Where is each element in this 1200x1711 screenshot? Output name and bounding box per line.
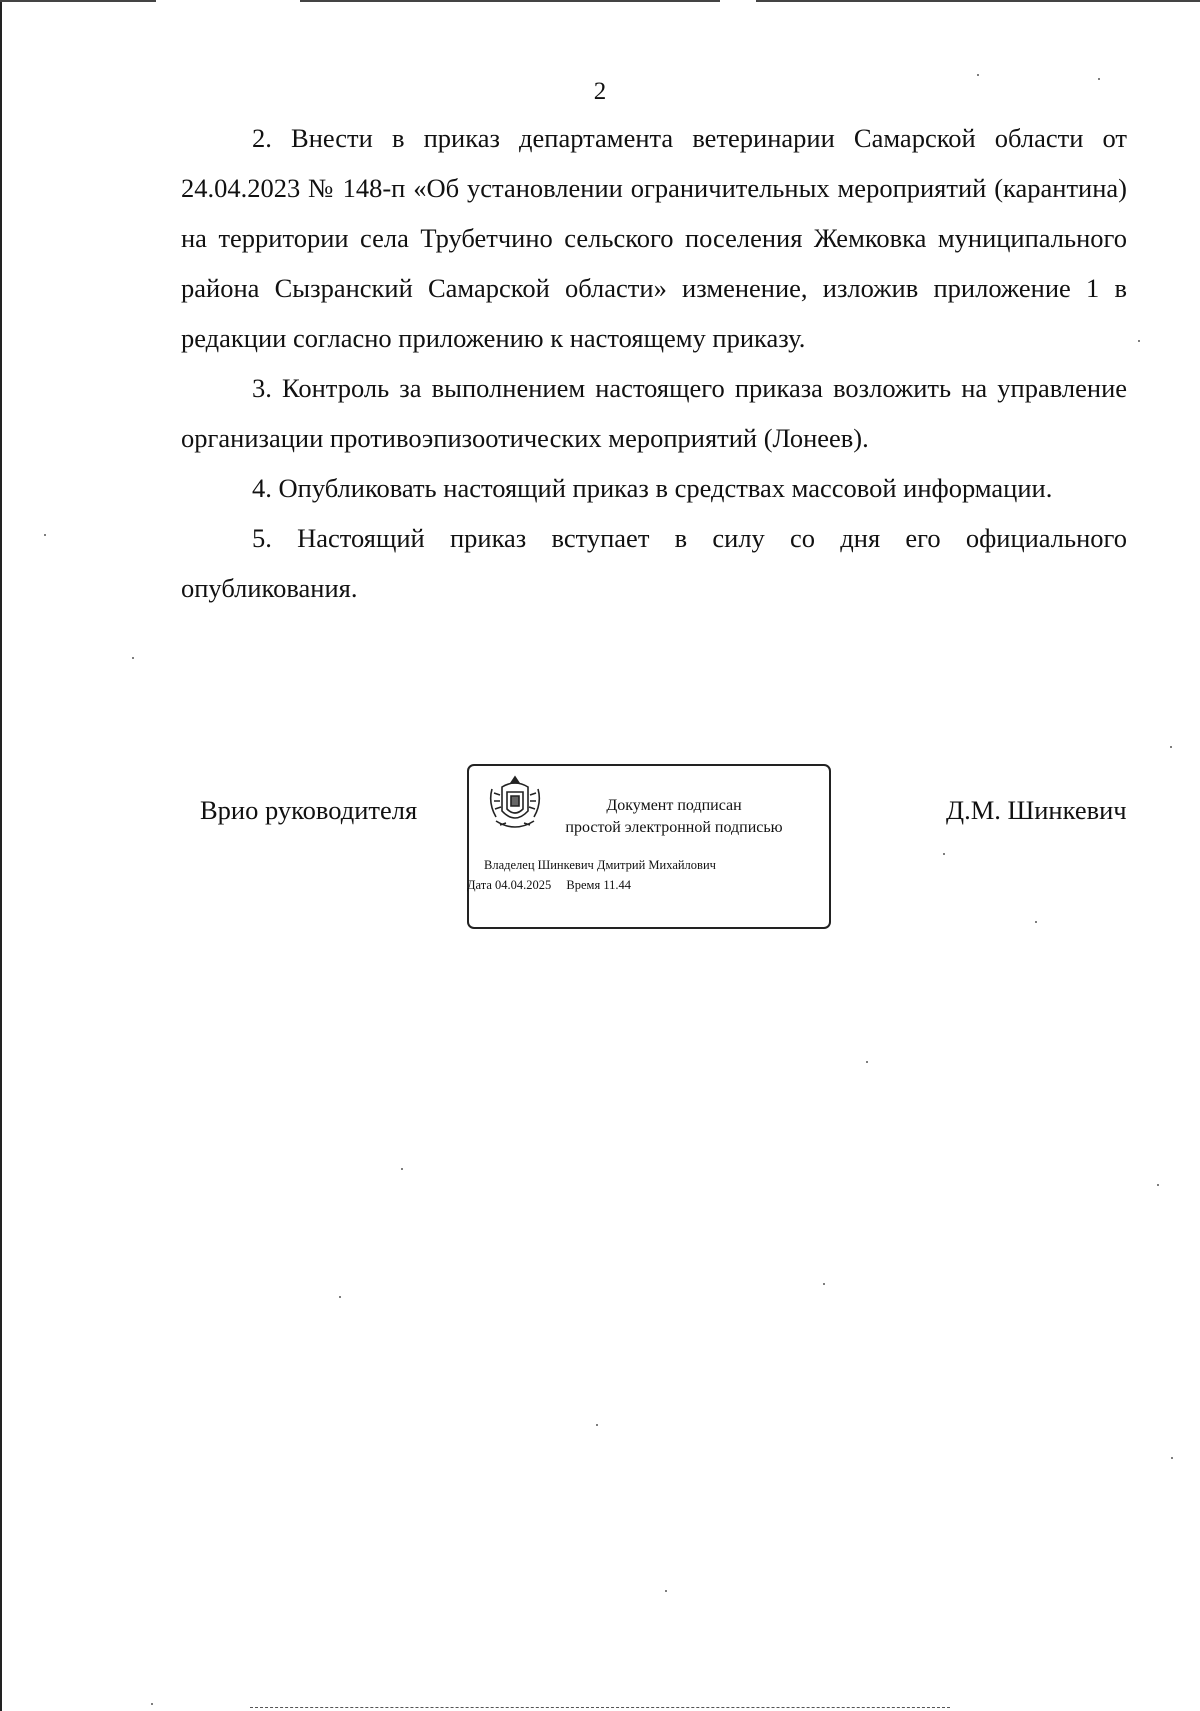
clause-number: 2. <box>252 123 272 153</box>
scan-speck <box>339 1296 341 1298</box>
clause-5 <box>181 513 1127 613</box>
clause-number: 5. <box>252 523 272 553</box>
stamp-datetime <box>467 878 631 893</box>
clause-number: 3. <box>252 373 272 403</box>
scan-speck <box>1138 340 1140 342</box>
stamp-date: Дата 04.04.2025 <box>467 878 552 892</box>
scan-edge-left <box>0 0 2 1711</box>
scan-speck <box>866 1061 868 1063</box>
document-body <box>181 113 1127 613</box>
stamp-title-line2: простой электронной подписью <box>565 819 783 836</box>
scan-speck <box>943 853 945 855</box>
clause-text: Внести в приказ департамента ветеринарии Самарской области от 24.04.2023 № 148-п «Об установлении ограничительных мероприятий (карантина) на территории села Трубетчино сельского поселения Жемковка муниципального района Сызранский Самарской области» изменение, изложив приложение 1 в редакции согласно приложению к настоящему приказу. <box>181 123 1128 353</box>
stamp-owner: Владелец Шинкевич Дмитрий Михайлович <box>484 858 716 872</box>
scan-speck <box>401 1168 403 1170</box>
coat-of-arms-icon <box>484 773 546 835</box>
scan-speck <box>596 1424 598 1426</box>
scan-speck <box>665 1590 667 1592</box>
clause-text: Контроль за выполнением настоящего приказа возложить на управление организации противоэпизоотических мероприятий (Лонеев). <box>181 373 1128 453</box>
scan-speck <box>1171 1457 1173 1459</box>
scan-speck <box>1035 921 1037 923</box>
scan-speck <box>44 534 46 536</box>
clause-text: Опубликовать настоящий приказ в средствах массовой информации. <box>278 473 1053 503</box>
clause-4 <box>181 463 1127 513</box>
stamp-title <box>549 795 799 839</box>
scan-speck <box>1170 746 1172 748</box>
electronic-signature-stamp <box>467 764 831 929</box>
signer-role: Врио руководителя <box>200 795 418 825</box>
scan-speck <box>823 1283 825 1285</box>
clause-number: 4. <box>252 473 272 503</box>
clause-2 <box>181 113 1127 363</box>
signer-name: Д.М. Шинкевич <box>946 795 1127 825</box>
scan-speck <box>151 1703 153 1705</box>
scan-edge-bottom <box>250 1707 950 1709</box>
scan-speck <box>132 657 134 659</box>
stamp-title-line1: Документ подписан <box>606 797 742 814</box>
scan-speck <box>1157 1184 1159 1186</box>
stamp-time: Время 11.44 <box>566 878 632 892</box>
page-number: 2 <box>593 78 607 105</box>
scan-edge-top <box>0 0 1200 2</box>
clause-text: Настоящий приказ вступает в силу со дня его официального опубликования. <box>181 523 1128 603</box>
scan-speck <box>977 74 979 76</box>
clause-3 <box>181 363 1127 463</box>
